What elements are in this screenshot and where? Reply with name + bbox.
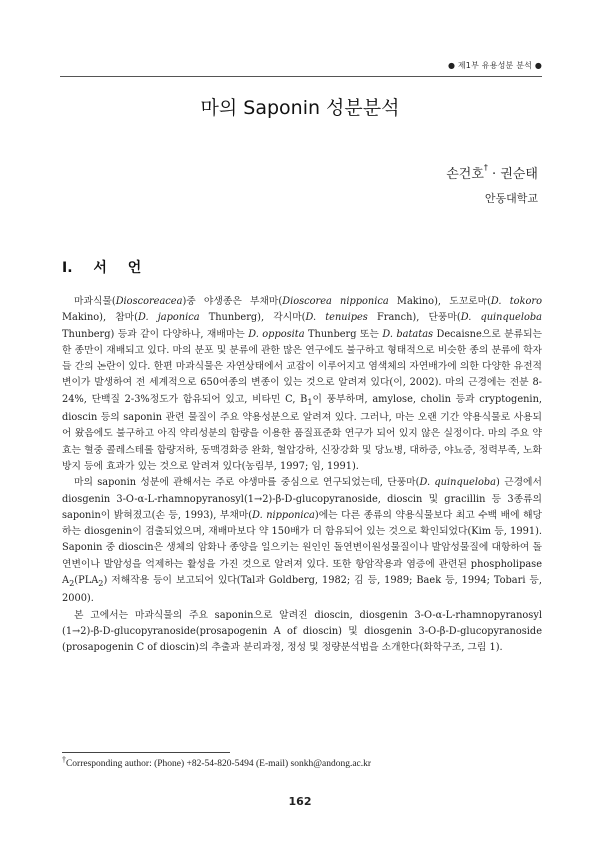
text-run: ) 근경에서 diosgenin 3-O-α-L-rhamnopyranosyl(1→2)-β-D-glucopyranoside, dioscin 및 gracillin 등 3종류의 saponin이 밝혀졌고(손 등, 1993), 부채마( [62, 477, 542, 521]
coauthor: · 권순태 [487, 167, 538, 182]
text-run: Thunberg), 각시마( [199, 312, 306, 324]
body-paragraph [62, 608, 542, 657]
text-run: (PLA [74, 575, 99, 586]
footnote [62, 755, 371, 769]
footnote-text: Corresponding author: (Phone) +82-54-820-5494 (E-mail) sonkh@andong.ac.kr [65, 759, 372, 770]
footnote-rule [62, 752, 230, 753]
corresponding-author: 손건호 [446, 167, 484, 182]
italic-text: D. opposita [248, 328, 305, 340]
text-run: )중 야생종은 부채마( [182, 296, 283, 307]
text-run: Makino), 도꼬로마( [388, 296, 491, 307]
subscript-text: 2 [98, 577, 104, 588]
italic-text: D. batatas [382, 328, 434, 340]
article-title: 마의 Saponin 성분분석 [200, 97, 400, 119]
italic-text: D. quinqueloba [460, 312, 542, 324]
author-line [446, 163, 538, 182]
text-run: 본 고에서는 마과식물의 주요 saponin으로 알려진 dioscin, diosgenin 3-O-α-L-rhamnopyranosyl (1→2)-β-D-glucopyranoside(prosapogenin A of dioscin) 및 diosgenin 3-O-β-D-glucopyranoside (prosapogenin C of dioscin)의 추출과 분리과정, 정성 및 정량분석법을 소개한다(화학구조, 그림 1). [62, 609, 542, 654]
subscript-text: 2 [69, 577, 75, 588]
italic-text: D. japonica [137, 312, 200, 324]
footnote-mark: † [62, 755, 66, 764]
header-rule [60, 76, 542, 77]
italic-text: D. quinqueloba [419, 477, 496, 489]
italic-text: Dioscoreacea [115, 296, 183, 307]
text-run: Decaisne으로 분류되는 한 종만이 재배되고 있다. 마의 분포 및 분류에 관한 많은 연구에도 불구하고 형태적으로 비슷한 종의 분류에 학자들 간의 논란이 있다. 한편 마과식물은 자연상태에서 교잡이 이루어지고 염색체의 자연배가에 의한 다양한 유전적 변이가 발생하여 전 세계적으로 650여종의 변종이 있는 것으로 알려져 있다(이, 2002). 마의 근경에는 전분 8-24%, 단백질 2-3%정도가 함유되어 있고, 비타민 C, B [62, 328, 542, 405]
running-header: ● 제1부 유용성분 분석 ● [447, 61, 542, 70]
page-number: 162 [288, 795, 312, 808]
text-run: 마의 saponin 성분에 관해서는 주로 야생마를 중심으로 연구되었는데, 단풍마( [74, 477, 420, 489]
text-run: Thunberg 또는 [304, 328, 383, 340]
text-run: )에는 다른 종류의 약용식물보다 최고 수백 배에 해당하는 diosgenin이 검출되었으며, 재배마보다 약 150배가 더 함유되어 있는 것으로 확인되었다(Kim 등, 1991). Saponin 중 dioscin은 생체의 암화나 종양을 일으키는 원인인 돌연변이원성물질이나 발암성물질에 대항하여 돌연변이나 발암성을 억제하는 활성을 가진 것으로 알려져 있다. 또한 항암작용과 염증에 관련된 phospholipase A [62, 509, 543, 586]
text-run: Franch), 단풍마( [367, 312, 461, 324]
affiliation: 안동대학교 [484, 192, 538, 205]
italic-text: Dioscorea nipponica [282, 296, 389, 307]
text-run: ) 저해작용 등이 보고되어 있다(Tal과 Goldberg, 1982; 김 등, 1989; Baek 등, 1994; Tobari 등, 2000). [62, 575, 542, 605]
subscript-text: 1 [307, 396, 313, 407]
body-paragraph [62, 475, 542, 607]
text-run: 이 풍부하며, amylose, cholin 등과 cryptogenin, dioscin 등의 saponin 관련 물질이 주요 약용성분으로 알려져 있다. 그러나, 마는 오랜 기간 약용식물로 사용되어 왔음에도 불구하고 아직 약리성분의 함량을 이용한 품질표준화 연구가 되어 있지 않은 실정이다. 마의 주요 약효는 혈중 콜레스테롤 함량저하, 동맥경화증 완화, 혈압강하, 신장강화 및 당뇨병, 대하증, 야뇨증, 정력부족, 노화방지 등에 효과가 있는 것으로 알려져 있다(농림부, 1997; 임, 1991). [62, 393, 542, 472]
italic-text: D. nipponica [252, 509, 315, 521]
body-paragraph [62, 294, 542, 475]
body-text [62, 294, 542, 656]
italic-text: D. tokoro [490, 296, 542, 307]
text-run: Makino), 참마( [62, 312, 138, 324]
section-heading: I. 서 언 [62, 260, 142, 276]
author-mark: † [483, 163, 488, 172]
italic-text: D. tenuipes [305, 312, 368, 324]
text-run: 마과식물( [74, 296, 116, 307]
text-run: Thunberg) 등과 같이 다양하나, 재배마는 [62, 328, 249, 340]
